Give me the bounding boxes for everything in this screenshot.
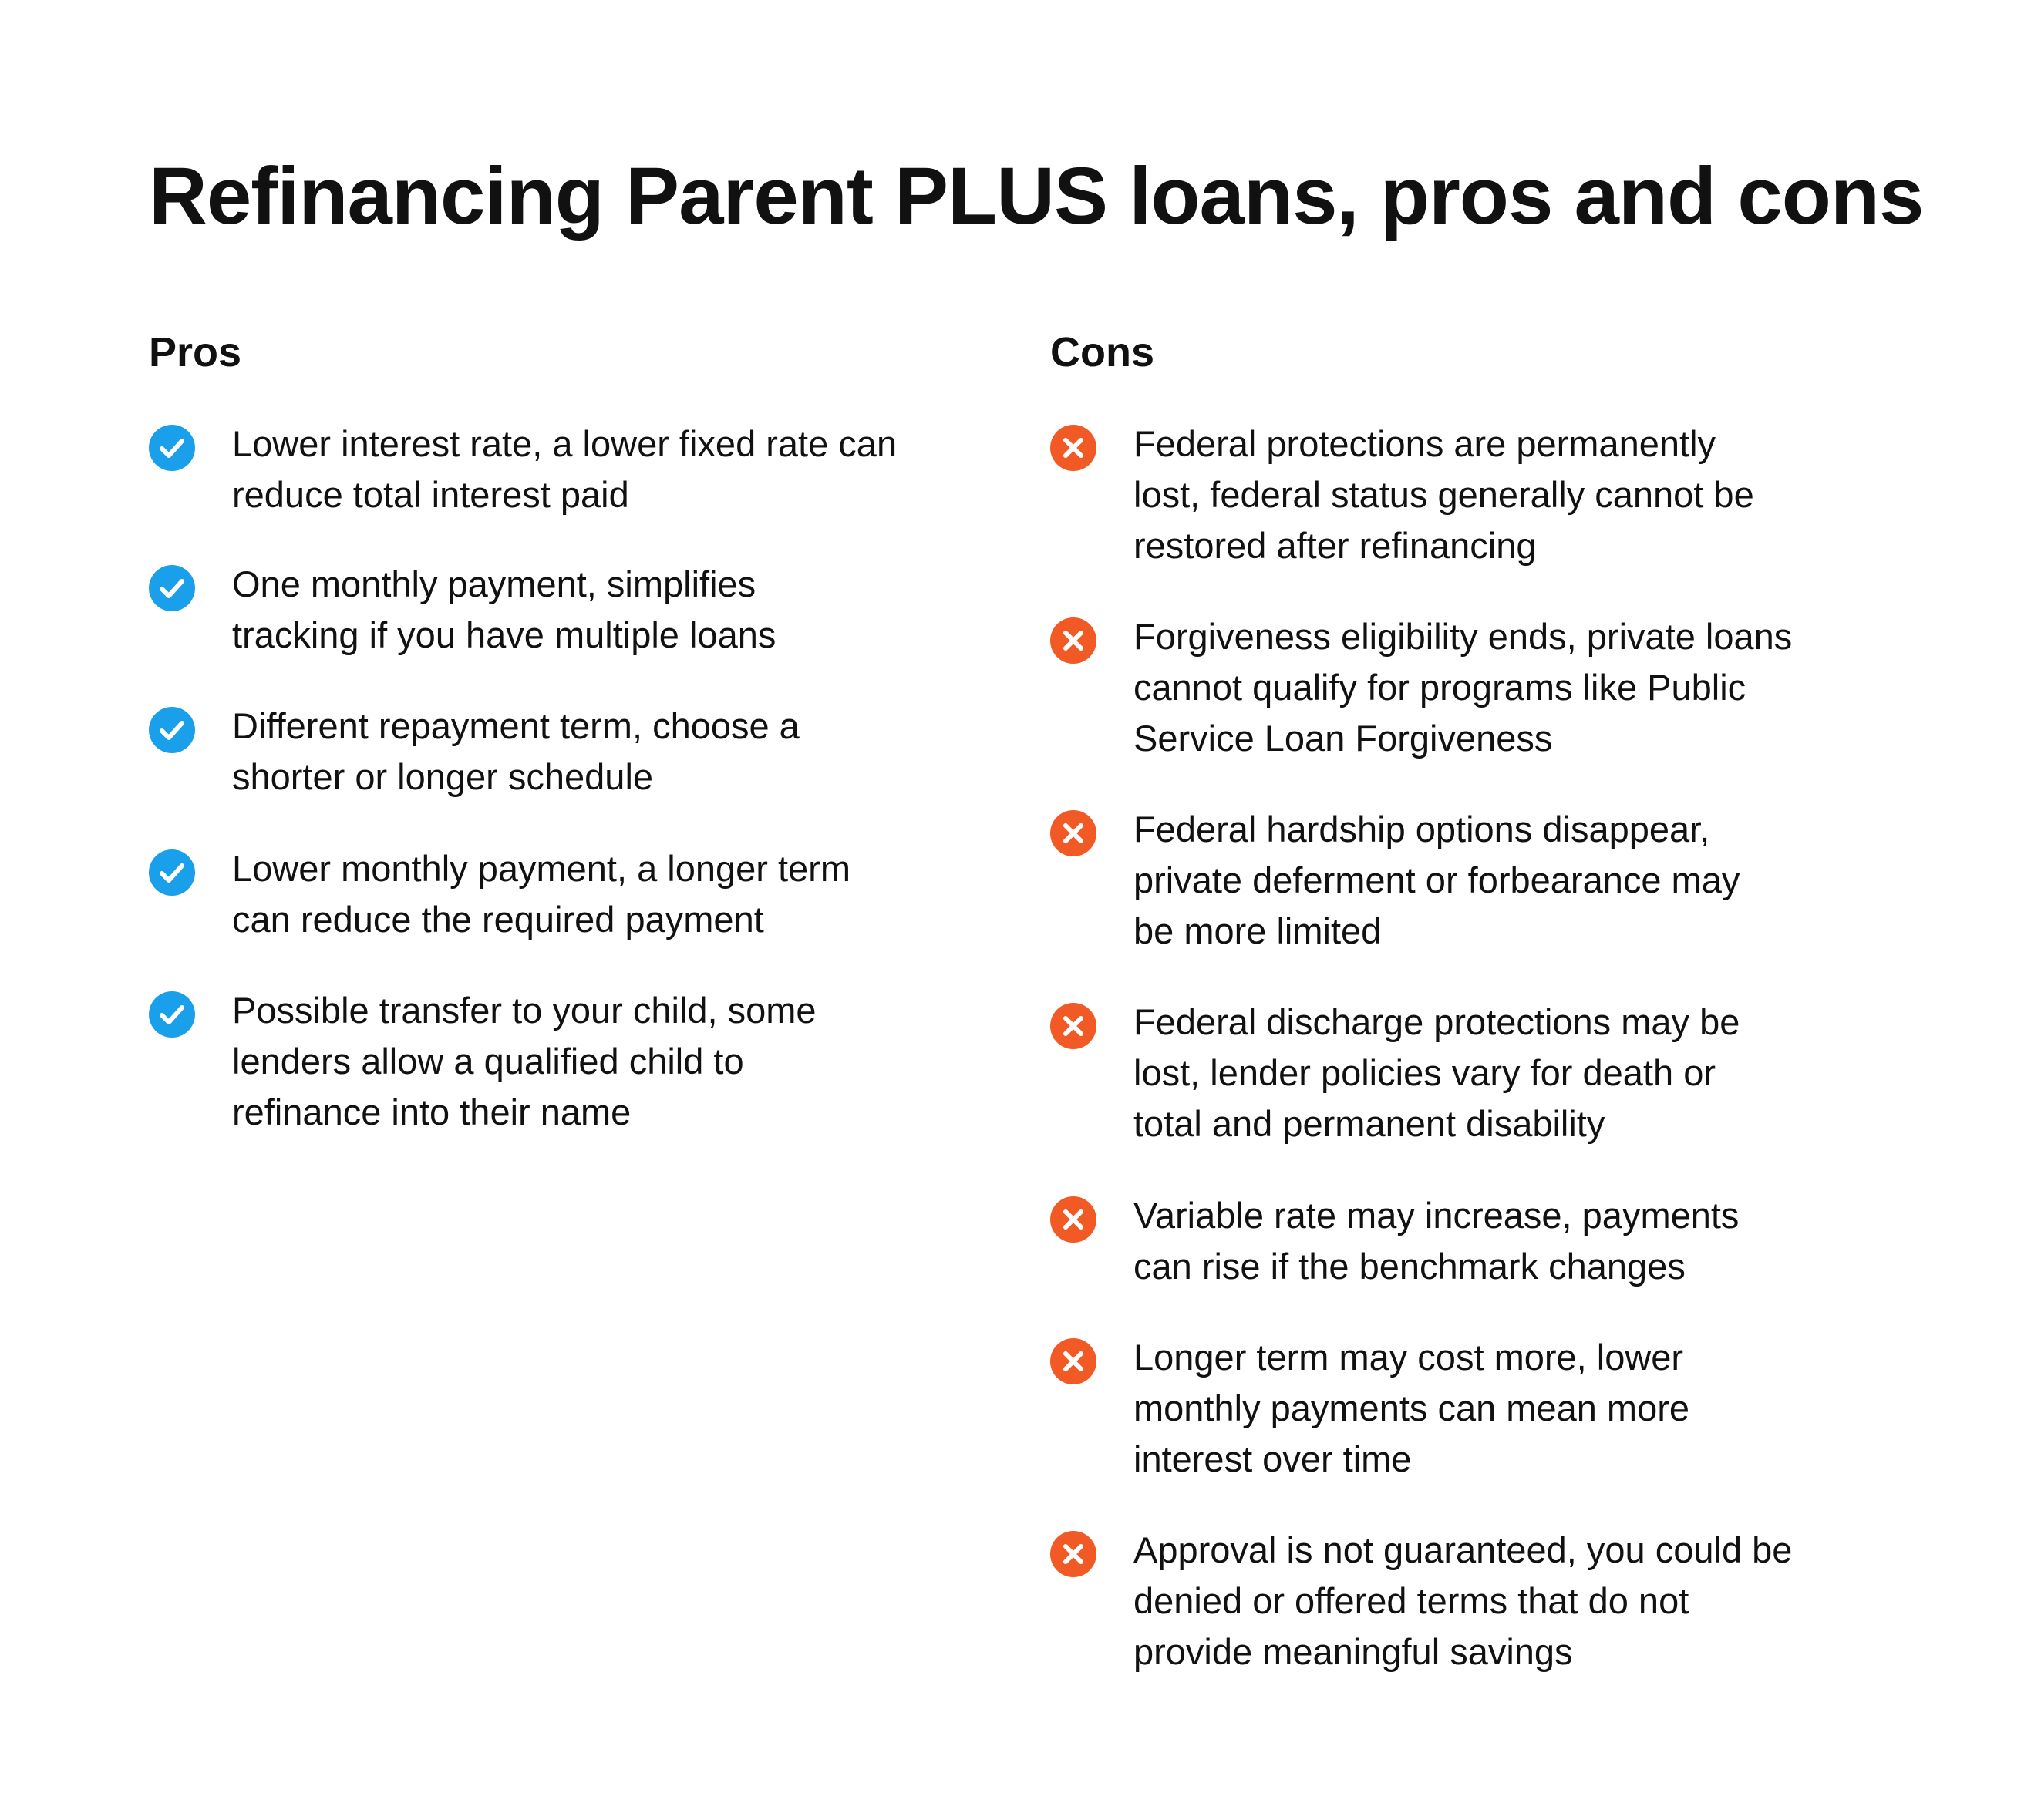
con-item-text (1133, 997, 1874, 1149)
pro-item-text (232, 559, 972, 661)
pro-item-text (232, 701, 972, 802)
con-item-line: interest over time (1133, 1438, 1412, 1479)
pros-heading: Pros (149, 329, 242, 375)
con-item-line: Federal hardship options disappear, (1133, 809, 1710, 849)
pro-item-line: reduce total interest paid (232, 474, 629, 515)
con-item-text (1133, 804, 1874, 957)
x-circle-icon (1050, 617, 1096, 664)
con-item-line: Federal protections are permanently (1133, 423, 1716, 464)
x-circle-icon (1050, 1003, 1096, 1049)
pro-item-line: Lower monthly payment, a longer term (232, 848, 850, 889)
con-item-line: Approval is not guaranteed, you could be (1133, 1529, 1793, 1570)
pro-item-line: One monthly payment, simplifies (232, 563, 756, 604)
cons-column (1050, 328, 1868, 1672)
check-circle-icon (149, 565, 195, 611)
con-item-text (1133, 1190, 1874, 1292)
con-item-line: Federal discharge protections may be (1133, 1001, 1740, 1042)
pro-item-line: lenders allow a qualified child to (232, 1041, 744, 1082)
con-item-line: can rise if the benchmark changes (1133, 1246, 1686, 1287)
con-item-line: Service Loan Forgiveness (1133, 718, 1553, 759)
con-item-line: lost, federal status generally cannot be (1133, 474, 1754, 515)
con-item-line: denied or offered terms that do not (1133, 1580, 1689, 1621)
x-circle-icon (1050, 1338, 1096, 1384)
con-item-line: private deferment or forbearance may (1133, 860, 1740, 900)
pro-item-text (232, 843, 972, 945)
con-item-line: restored after refinancing (1133, 525, 1537, 566)
pro-item-line: tracking if you have multiple loans (232, 614, 776, 655)
page-title: Refinancing Parent PLUS loans, pros and cons (149, 151, 1924, 241)
con-item-line: Longer term may cost more, lower (1133, 1337, 1684, 1378)
pro-item-line: can reduce the required payment (232, 899, 764, 940)
cons-heading: Cons (1050, 329, 1154, 375)
pro-item-line: Possible transfer to your child, some (232, 990, 817, 1031)
con-item-line: be more limited (1133, 910, 1382, 951)
con-item-line: Variable rate may increase, payments (1133, 1195, 1740, 1236)
con-item-line: Forgiveness eligibility ends, private loans (1133, 616, 1793, 657)
check-circle-icon (149, 991, 195, 1038)
con-item-line: monthly payments can mean more (1133, 1388, 1689, 1428)
check-circle-icon (149, 425, 195, 471)
pro-item-line: Lower interest rate, a lower fixed rate can (232, 423, 898, 464)
con-item-text (1133, 1525, 1874, 1677)
x-circle-icon (1050, 810, 1096, 856)
check-circle-icon (149, 707, 195, 753)
pro-item-line: refinance into their name (232, 1092, 632, 1132)
check-circle-icon (149, 849, 195, 896)
pro-item-text (232, 419, 972, 520)
x-circle-icon (1050, 1531, 1096, 1577)
con-item-line: cannot qualify for programs like Public (1133, 667, 1746, 708)
pro-item-line: Different repayment term, choose a (232, 705, 800, 746)
pro-item-line: shorter or longer schedule (232, 756, 654, 797)
con-item-line: total and permanent disability (1133, 1103, 1605, 1144)
x-circle-icon (1050, 1196, 1096, 1243)
pros-column (149, 328, 966, 1132)
con-item-text (1133, 611, 1874, 764)
con-item-line: provide meaningful savings (1133, 1631, 1573, 1672)
x-circle-icon (1050, 425, 1096, 471)
con-item-text (1133, 1332, 1874, 1485)
pro-item-text (232, 985, 972, 1138)
con-item-text (1133, 419, 1874, 571)
con-item-line: lost, lender policies vary for death or (1133, 1052, 1716, 1093)
